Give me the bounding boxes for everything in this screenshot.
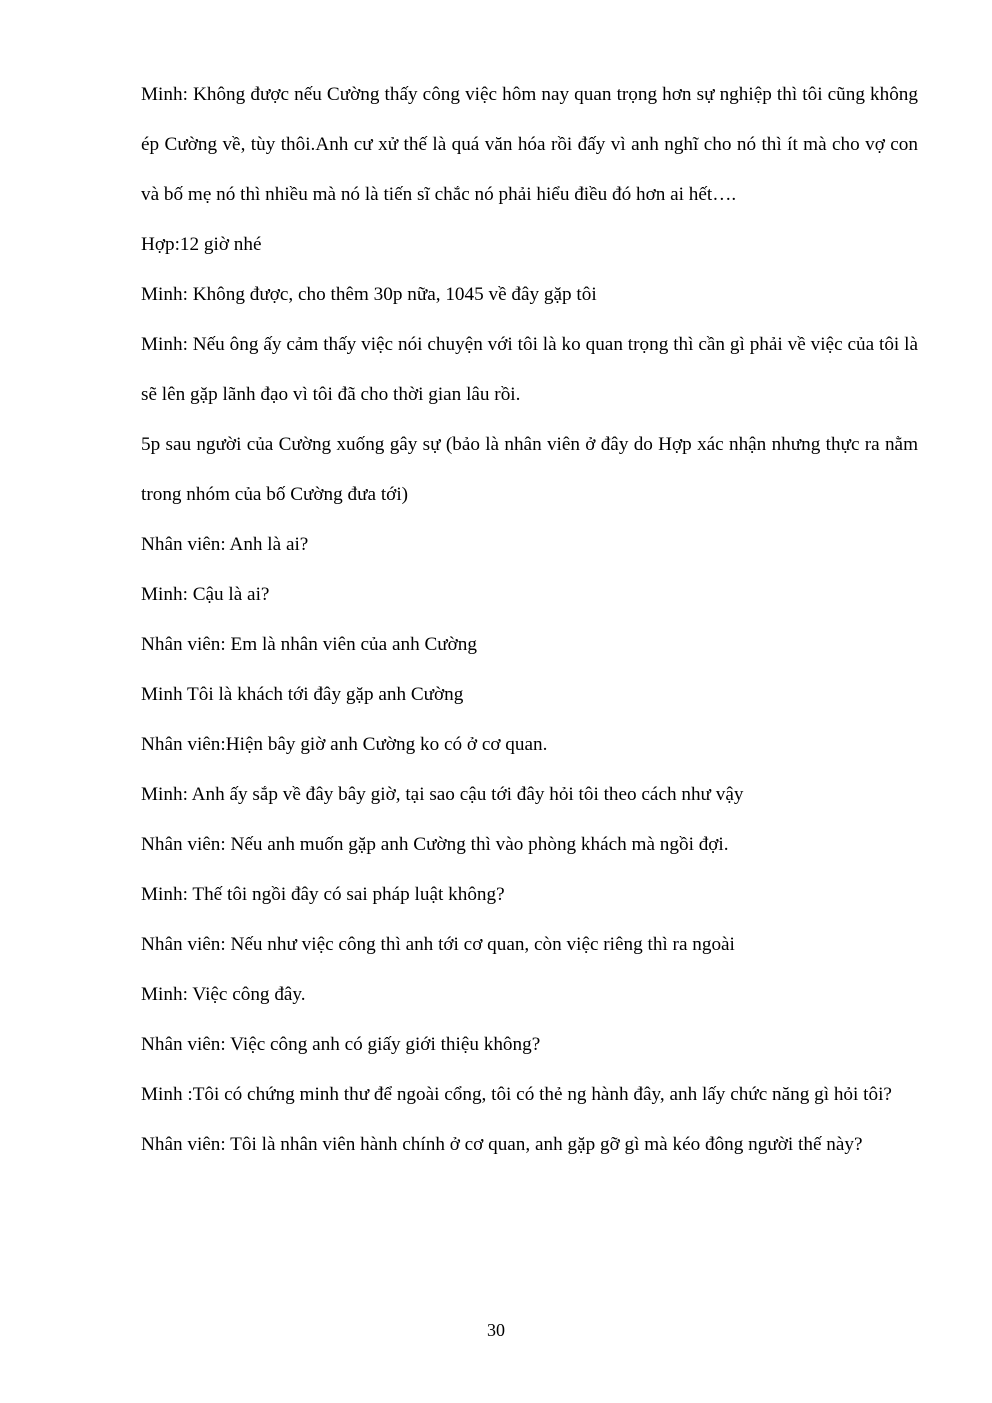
page-number: 30 <box>487 1320 505 1340</box>
paragraph: Nhân viên: Nếu anh muốn gặp anh Cường thì vào phòng khách mà ngồi đợi. <box>141 834 729 855</box>
paragraph: Minh: Việc công đây. <box>141 984 306 1005</box>
paragraph: Minh :Tôi có chứng minh thư để ngoài cổng, tôi có thẻ ng hành đây, anh lấy chức năng gì hỏi tôi? <box>141 1084 892 1105</box>
paragraph: Minh: Nếu ông ấy cảm thấy việc nói chuyện với tôi là ko quan trọng thì cần gì phải về việc của tôi là sẽ lên gặp lãnh đạo vì tôi đã cho thời gian lâu rồi. <box>141 334 918 405</box>
paragraph: Nhân viên: Nếu như việc công thì anh tới cơ quan, còn việc riêng thì ra ngoài <box>141 934 735 955</box>
paragraph: Nhân viên: Em là nhân viên của anh Cường <box>141 634 477 655</box>
paragraph: Nhân viên: Anh là ai? <box>141 534 309 555</box>
paragraph: Minh: Không được, cho thêm 30p nữa, 1045 về đây gặp tôi <box>141 284 597 305</box>
paragraph: Minh Tôi là khách tới đây gặp anh Cường <box>141 684 464 705</box>
paragraph: Minh: Cậu là ai? <box>141 584 270 605</box>
paragraph: 5p sau người của Cường xuống gây sự (bảo là nhân viên ở đây do Hợp xác nhận nhưng thực ra nằm trong nhóm của bố Cường đưa tới) <box>141 434 918 505</box>
paragraph: Hợp:12 giờ nhé <box>141 234 262 255</box>
paragraph: Nhân viên:Hiện bây giờ anh Cường ko có ở cơ quan. <box>141 734 548 755</box>
paragraph: Minh: Không được nếu Cường thấy công việc hôm nay quan trọng hơn sự nghiệp thì tôi cũng không ép Cường về, tùy thôi.Anh cư xử thế là quá văn hóa rồi đấy vì anh nghĩ cho nó thì ít mà cho vợ con và bố mẹ nó thì nhiều mà nó là tiến sĩ chắc nó phải hiểu điều đó hơn ai hết…. <box>141 84 918 205</box>
document-body <box>141 70 918 1170</box>
paragraph: Minh: Thế tôi ngồi đây có sai pháp luật không? <box>141 884 505 905</box>
paragraph: Minh: Anh ấy sắp về đây bây giờ, tại sao cậu tới đây hỏi tôi theo cách như vậy <box>141 784 744 805</box>
paragraph: Nhân viên: Tôi là nhân viên hành chính ở cơ quan, anh gặp gỡ gì mà kéo đông người thế này? <box>141 1134 863 1155</box>
paragraph: Nhân viên: Việc công anh có giấy giới thiệu không? <box>141 1034 541 1055</box>
